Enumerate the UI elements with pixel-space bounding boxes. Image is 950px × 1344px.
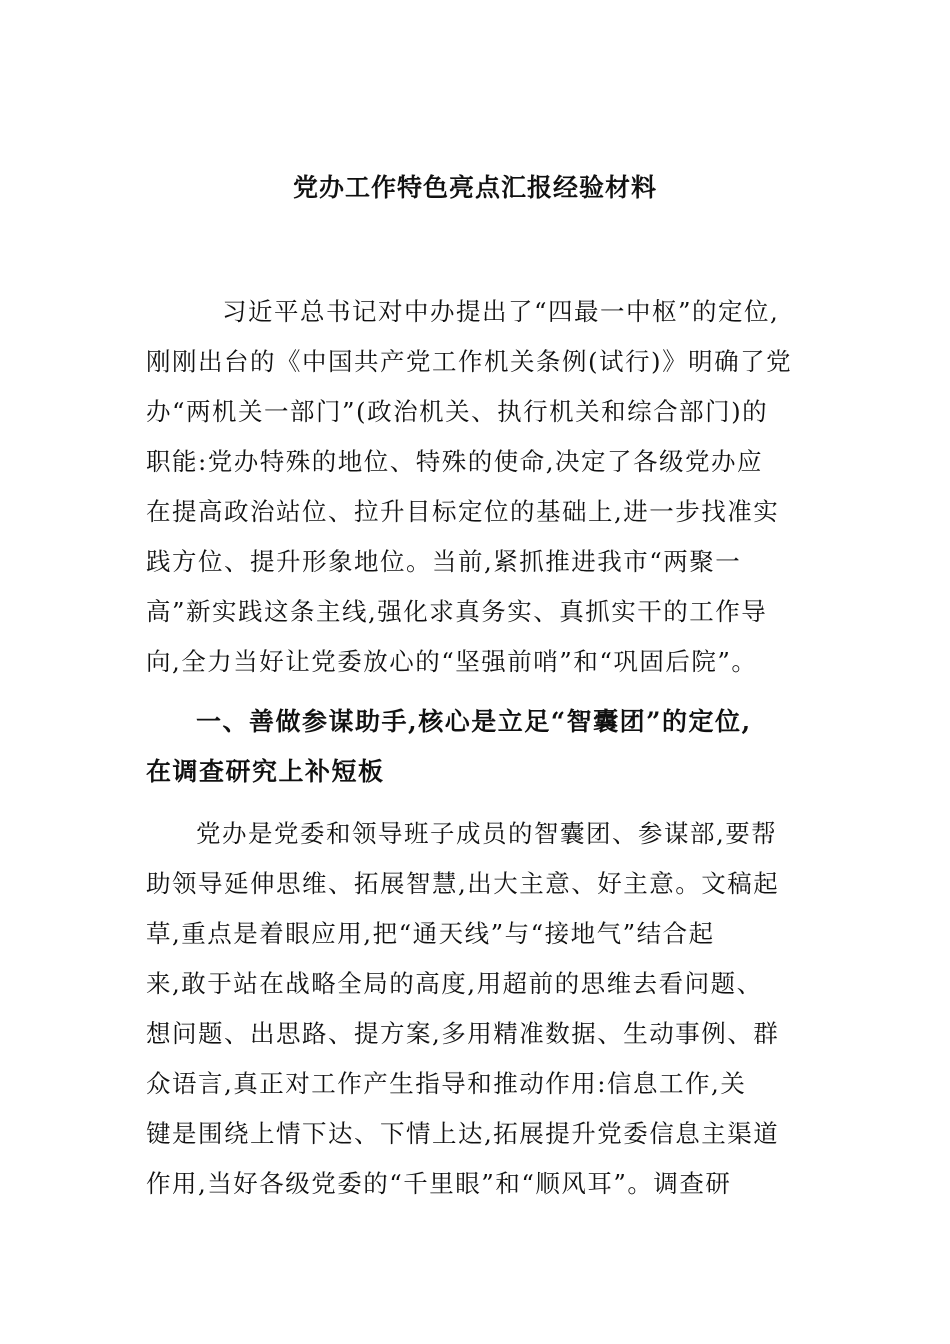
- paragraph-2-line: 键是围绕上情下达、下情上达,拓展提升党委信息主渠道: [146, 1119, 780, 1148]
- paragraph-2-line: 草,重点是着眼应用,把“通天线”与“接地气”结合起: [146, 919, 715, 948]
- paragraph-1-line: 在提高政治站位、拉升目标定位的基础上,进一步找准实: [146, 497, 780, 526]
- paragraph-1-line: 刚刚出台的《中国共产党工作机关条例(试行)》明确了党: [146, 347, 793, 376]
- paragraph-1-line: 职能:党办特殊的地位、特殊的使命,决定了各级党办应: [146, 447, 764, 476]
- paragraph-2-line: 众语言,真正对工作产生指导和推动作用:信息工作,关: [146, 1069, 747, 1098]
- paragraph-1-line: 办“两机关一部门”(政治机关、执行机关和综合部门)的: [146, 397, 769, 426]
- paragraph-2-line: 想问题、出思路、提方案,多用精准数据、生动事例、群: [146, 1019, 780, 1048]
- section-heading-line: 在调查研究上补短板: [146, 757, 385, 786]
- paragraph-2-line: 党办是党委和领导班子成员的智囊团、参谋部,要帮: [196, 819, 778, 848]
- paragraph-1-line: 践方位、提升形象地位。当前,紧抓推进我市“两聚一: [146, 547, 742, 576]
- section-heading-line: 一、善做参谋助手,核心是立足“智囊团”的定位,: [196, 707, 752, 736]
- paragraph-2-line: 作用,当好各级党委的“千里眼”和“顺风耳”。调查研: [146, 1169, 732, 1198]
- paragraph-2-line: 来,敢于站在战略全局的高度,用超前的思维去看问题、: [146, 969, 763, 998]
- paragraph-1-line: 向,全力当好让党委放心的“坚强前哨”和“巩固后院”。: [146, 647, 758, 676]
- paragraph-1-line: 习近平总书记对中办提出了“四最一中枢”的定位,: [222, 297, 780, 326]
- document-title: 党办工作特色亮点汇报经验材料: [292, 173, 657, 202]
- paragraph-1-line: 高”新实践这条主线,强化求真务实、真抓实干的工作导: [146, 597, 768, 626]
- paragraph-2-line: 助领导延伸思维、拓展智慧,出大主意、好主意。文稿起: [146, 869, 780, 898]
